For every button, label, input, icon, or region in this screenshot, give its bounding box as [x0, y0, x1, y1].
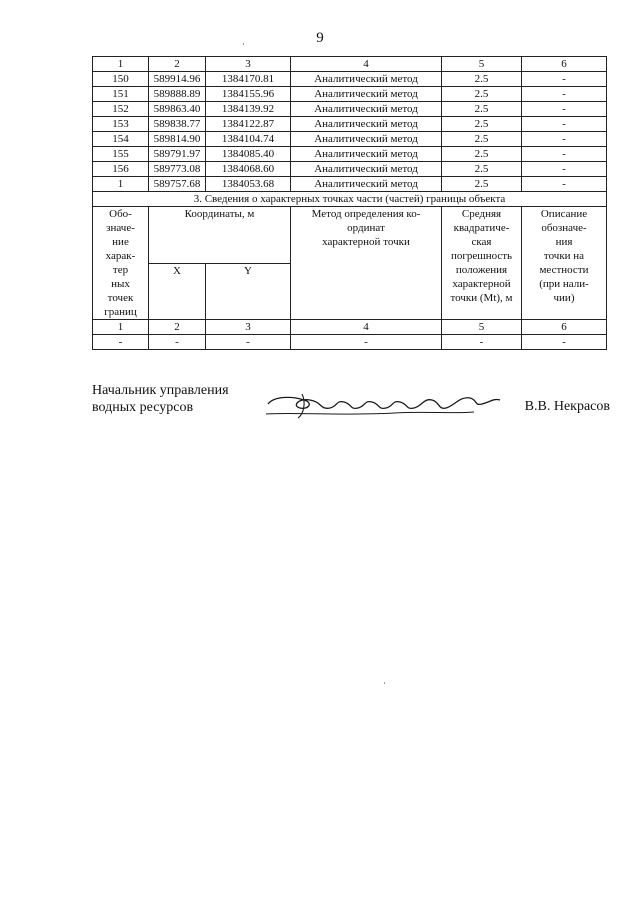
section-title: 3. Сведения о характерных точках части (частей) границы объекта: [93, 192, 607, 207]
column-number: 4: [291, 57, 442, 72]
accuracy: 2.5: [442, 132, 522, 147]
method: Аналитический метод: [291, 87, 442, 102]
coordinate-x: 589773.08: [149, 162, 206, 177]
accuracy: 2.5: [442, 72, 522, 87]
coordinate-x: 589791.97: [149, 147, 206, 162]
method: Аналитический метод: [291, 72, 442, 87]
column-number: 2: [149, 320, 206, 335]
signature-block: [92, 382, 610, 426]
description: -: [522, 147, 607, 162]
column-number: 5: [442, 57, 522, 72]
coordinate-y: 1384155.96: [206, 87, 291, 102]
empty-cell: -: [522, 335, 607, 350]
point-id: 150: [93, 72, 149, 87]
coordinate-y: 1384085.40: [206, 147, 291, 162]
section-header-row: [93, 207, 607, 264]
signatory-name: В.В. Некрасов: [524, 399, 610, 414]
description: -: [522, 132, 607, 147]
table-row: [93, 117, 607, 132]
empty-cell: -: [93, 335, 149, 350]
table-row: [93, 147, 607, 162]
handwritten-signature: [264, 388, 504, 422]
accuracy-header: Средняя квадратиче- ская погрешность положения характерной точки (Mt), м: [442, 207, 522, 320]
coordinate-y: 1384170.81: [206, 72, 291, 87]
designation-header: Обо- значе- ние харак- тер ных точек границ: [93, 207, 149, 320]
description: -: [522, 72, 607, 87]
point-id: 155: [93, 147, 149, 162]
empty-cell: -: [291, 335, 442, 350]
method: Аналитический метод: [291, 147, 442, 162]
scan-speck: [243, 43, 244, 45]
empty-cell: -: [206, 335, 291, 350]
method: Аналитический метод: [291, 162, 442, 177]
description: -: [522, 177, 607, 192]
empty-row: [93, 335, 607, 350]
method: Аналитический метод: [291, 117, 442, 132]
column-number: 6: [522, 320, 607, 335]
coordinate-y: 1384104.74: [206, 132, 291, 147]
coordinate-x: 589838.77: [149, 117, 206, 132]
coordinate-y: 1384053.68: [206, 177, 291, 192]
empty-cell: -: [442, 335, 522, 350]
column-number: 3: [206, 57, 291, 72]
signatory-position: Начальник управления водных ресурсов: [92, 383, 229, 415]
table-row: [93, 132, 607, 147]
coordinate-x: 589888.89: [149, 87, 206, 102]
coordinate-x: 589814.90: [149, 132, 206, 147]
description: -: [522, 162, 607, 177]
method: Аналитический метод: [291, 132, 442, 147]
table-row: [93, 177, 607, 192]
coordinates-header: Координаты, м: [149, 207, 291, 264]
column-number: 1: [93, 57, 149, 72]
coordinate-x: 589914.96: [149, 72, 206, 87]
point-id: 1: [93, 177, 149, 192]
scan-speck: [384, 682, 385, 684]
description: -: [522, 87, 607, 102]
coordinate-y: 1384139.92: [206, 102, 291, 117]
section-number-row: [93, 320, 607, 335]
table-row: [93, 162, 607, 177]
table-row: [93, 87, 607, 102]
column-number: 1: [93, 320, 149, 335]
page-number: 9: [316, 30, 324, 46]
x-header: X: [149, 263, 206, 320]
point-id: 152: [93, 102, 149, 117]
column-number: 2: [149, 57, 206, 72]
method-header: Метод определения ко- ординат характерной точки: [291, 207, 442, 320]
table-row: [93, 102, 607, 117]
accuracy: 2.5: [442, 117, 522, 132]
description: -: [522, 117, 607, 132]
accuracy: 2.5: [442, 87, 522, 102]
characteristic-points-table: [92, 56, 607, 350]
accuracy: 2.5: [442, 162, 522, 177]
column-number: 5: [442, 320, 522, 335]
point-id: 153: [93, 117, 149, 132]
description: -: [522, 102, 607, 117]
accuracy: 2.5: [442, 147, 522, 162]
table-row: [93, 72, 607, 87]
column-number-row: [93, 57, 607, 72]
coordinate-y: 1384068.60: [206, 162, 291, 177]
method: Аналитический метод: [291, 102, 442, 117]
empty-cell: -: [149, 335, 206, 350]
column-number: 4: [291, 320, 442, 335]
description-header: Описание обозначе- ния точки на местности (при нали- чии): [522, 207, 607, 320]
y-header: Y: [206, 263, 291, 320]
point-id: 156: [93, 162, 149, 177]
point-id: 151: [93, 87, 149, 102]
coordinate-x: 589863.40: [149, 102, 206, 117]
coordinate-y: 1384122.87: [206, 117, 291, 132]
point-id: 154: [93, 132, 149, 147]
section-title-row: [93, 192, 607, 207]
column-number: 3: [206, 320, 291, 335]
accuracy: 2.5: [442, 177, 522, 192]
method: Аналитический метод: [291, 177, 442, 192]
coordinate-x: 589757.68: [149, 177, 206, 192]
accuracy: 2.5: [442, 102, 522, 117]
column-number: 6: [522, 57, 607, 72]
